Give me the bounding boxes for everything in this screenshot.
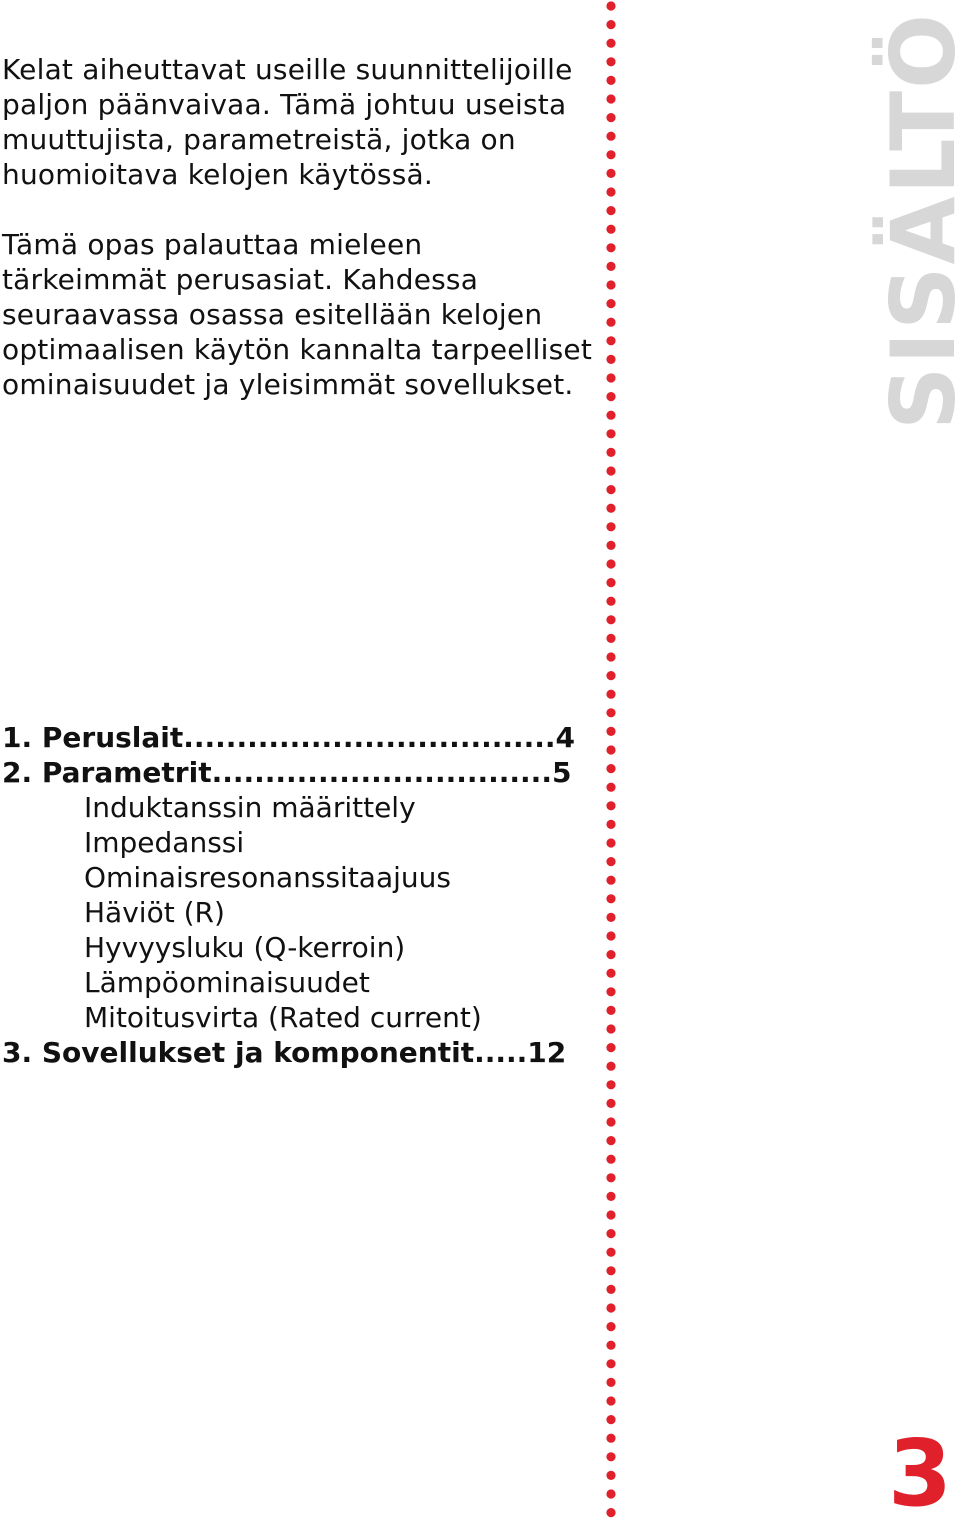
divider-dot (606, 448, 615, 457)
divider-dot (606, 671, 615, 680)
divider-dot (606, 1006, 615, 1015)
divider-dot (606, 987, 615, 996)
divider-dot (606, 1415, 615, 1424)
divider-dot (606, 950, 615, 959)
toc-entry-parametrit[interactable]: 2. Parametrit................................5 (2, 756, 572, 789)
divider-dot (606, 876, 615, 885)
divider-dot (606, 857, 615, 866)
divider-dot (606, 1452, 615, 1461)
intro-text (2, 52, 602, 402)
divider-dot (606, 1099, 615, 1108)
divider-dot (606, 783, 615, 792)
divider-dot (606, 299, 615, 308)
divider-dot (606, 39, 615, 48)
divider-dot (606, 485, 615, 494)
intro-paragraph-1: Kelat aiheuttavat useille suunnittelijoille paljon päänvaivaa. Tämä johtuu useista muuttujista, parametreistä, jotka on huomioitava kelojen käytössä. (2, 53, 573, 191)
divider-dot (606, 373, 615, 382)
divider-dot (606, 1266, 615, 1275)
divider-dot (606, 913, 615, 922)
divider-dot (606, 466, 615, 475)
divider-dot (606, 113, 615, 122)
divider-dot (606, 745, 615, 754)
divider-dot (606, 1173, 615, 1182)
divider-dot (606, 76, 615, 85)
divider-dot (606, 1062, 615, 1071)
divider-dot (606, 206, 615, 215)
divider-dot (606, 1508, 615, 1517)
divider-dot (606, 578, 615, 587)
divider-dot (606, 1396, 615, 1405)
divider-dot (606, 169, 615, 178)
divider-dot (606, 57, 615, 66)
divider-dot (606, 820, 615, 829)
divider-dot (606, 522, 615, 531)
divider-dot (606, 1, 615, 10)
divider-dot (606, 1080, 615, 1089)
page-number: 3 (887, 1420, 952, 1527)
divider-dot (606, 1210, 615, 1219)
intro-paragraph-2: Tämä opas palauttaa mieleen tärkeimmät perusasiat. Kahdessa seuraavassa osassa esitellään kelojen optimaalisen käytön kannalta tarpeelliset ominaisuudet ja yleisimmät sovellukset. (2, 228, 593, 401)
divider-dot (606, 318, 615, 327)
divider-dot (606, 504, 615, 513)
divider-dot (606, 187, 615, 196)
toc-sub-list (2, 790, 602, 1035)
divider-dot (606, 392, 615, 401)
divider-dot (606, 1155, 615, 1164)
divider-dot (606, 764, 615, 773)
divider-dot (606, 280, 615, 289)
divider-dot (606, 94, 615, 103)
divider-dot (606, 262, 615, 271)
divider-dot (606, 801, 615, 810)
divider-dot (606, 1248, 615, 1257)
toc-sub-item: Hyvyysluku (Q-kerroin) (84, 931, 406, 964)
divider-dot (606, 243, 615, 252)
divider-dot (606, 429, 615, 438)
side-title: SISÄLTÖ (872, 12, 975, 430)
divider-dot (606, 1024, 615, 1033)
divider-dot (606, 838, 615, 847)
divider-dot (606, 355, 615, 364)
divider-dot (606, 1229, 615, 1238)
divider-dot (606, 1043, 615, 1052)
divider-dot (606, 1341, 615, 1350)
divider-dot (606, 559, 615, 568)
divider-dot (606, 1359, 615, 1368)
table-of-contents (2, 720, 602, 1070)
divider-dot (606, 931, 615, 940)
divider-dot (606, 1378, 615, 1387)
divider-dot (606, 411, 615, 420)
divider-dot (606, 1285, 615, 1294)
toc-entry-peruslait[interactable]: 1. Peruslait...................................4 (2, 721, 576, 754)
toc-sub-item: Lämpöominaisuudet (84, 966, 370, 999)
divider-dot (606, 690, 615, 699)
dotted-divider (603, 0, 619, 1520)
divider-dot (606, 615, 615, 624)
toc-sub-item: Impedanssi (84, 826, 245, 859)
divider-dot (606, 1117, 615, 1126)
divider-dot (606, 20, 615, 29)
divider-dot (606, 1434, 615, 1443)
divider-dot (606, 708, 615, 717)
divider-dot (606, 1322, 615, 1331)
divider-dot (606, 1136, 615, 1145)
divider-dot (606, 652, 615, 661)
divider-dot (606, 1192, 615, 1201)
divider-dot (606, 727, 615, 736)
toc-entry-sovellukset[interactable]: 3. Sovellukset ja komponentit.....12 (2, 1036, 567, 1069)
toc-sub-item: Induktanssin määrittely (84, 791, 416, 824)
toc-sub-item: Ominaisresonanssitaajuus (84, 861, 451, 894)
divider-dot (606, 597, 615, 606)
toc-sub-item: Mitoitusvirta (Rated current) (84, 1001, 482, 1034)
divider-dot (606, 1489, 615, 1498)
toc-sub-item: Häviöt (R) (84, 896, 225, 929)
divider-dot (606, 132, 615, 141)
divider-dot (606, 541, 615, 550)
divider-dot (606, 634, 615, 643)
divider-dot (606, 1471, 615, 1480)
divider-dot (606, 336, 615, 345)
divider-dot (606, 894, 615, 903)
divider-dot (606, 1303, 615, 1312)
divider-dot (606, 150, 615, 159)
divider-dot (606, 225, 615, 234)
divider-dot (606, 969, 615, 978)
